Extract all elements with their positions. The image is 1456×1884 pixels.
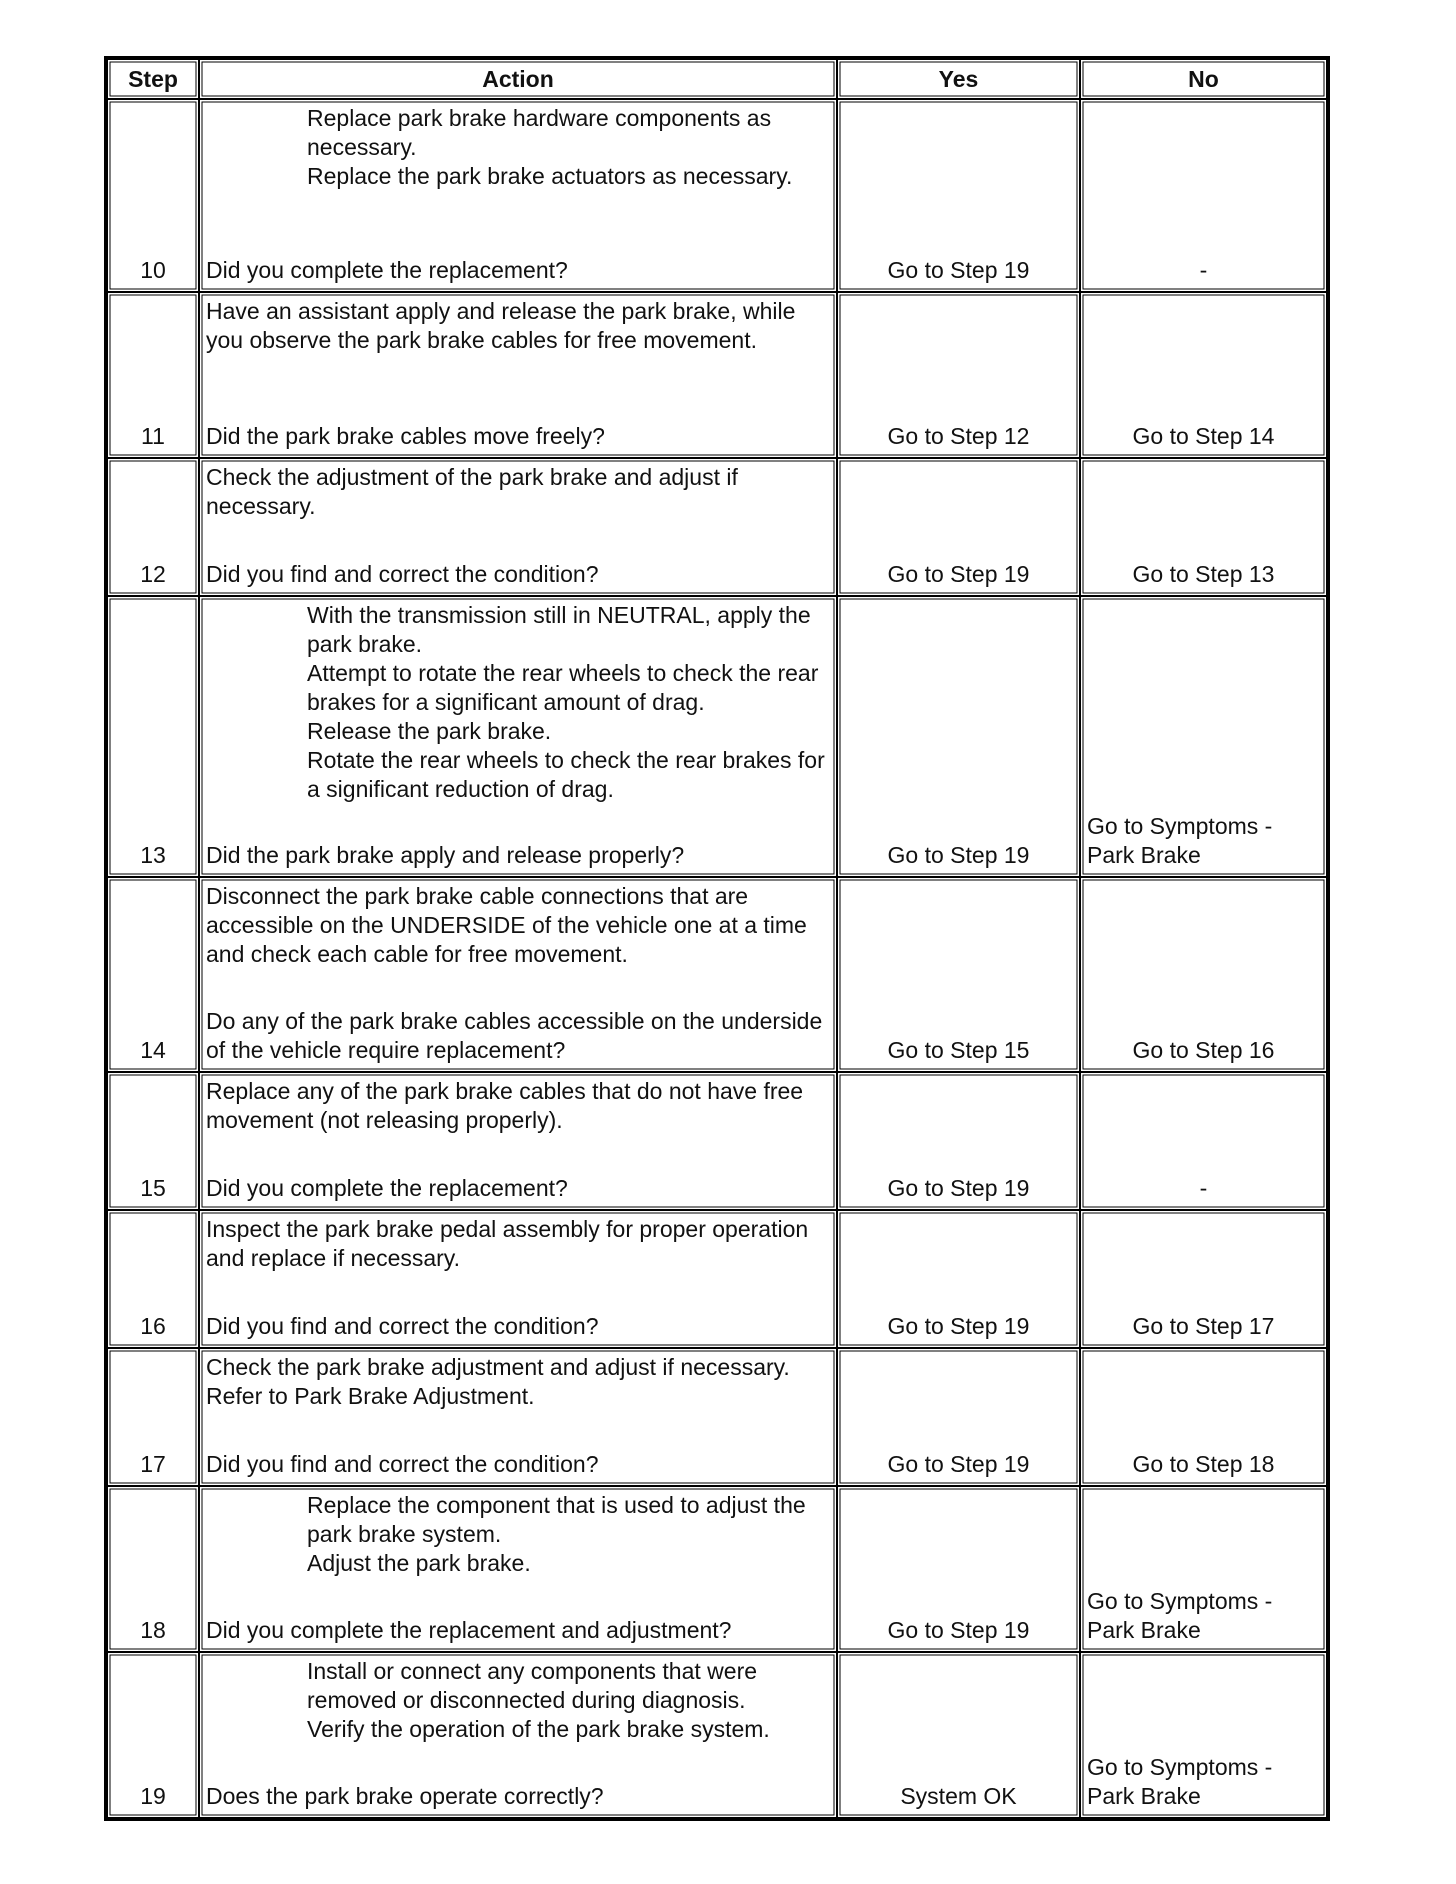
action-question: Did you find and correct the condition? — [206, 561, 599, 587]
step-number: 10 — [107, 99, 199, 292]
action-question: Did you find and correct the condition? — [206, 1451, 599, 1477]
yes-outcome: Go to Step 15 — [837, 877, 1080, 1072]
action-question: Did you find and correct the condition? — [206, 1313, 599, 1339]
action-instruction: Have an assistant apply and release the park brake, while you observe the park brake cables for free movement. — [206, 298, 796, 353]
step-number: 18 — [107, 1486, 199, 1652]
action-question: Did you complete the replacement? — [206, 1175, 568, 1201]
no-outcome: - — [1080, 1072, 1327, 1210]
table-row — [107, 596, 1327, 877]
no-outcome: Go to Step 13 — [1080, 458, 1327, 596]
action-substep: Install or connect any components that were removed or disconnected during diagnosis. — [307, 1658, 758, 1713]
action-cell — [199, 292, 837, 458]
action-cell — [199, 1486, 837, 1652]
action-cell — [199, 596, 837, 877]
no-outcome: Go to Step 16 — [1080, 877, 1327, 1072]
action-cell — [199, 1210, 837, 1348]
action-cell — [199, 1072, 837, 1210]
action-question: Did the park brake cables move freely? — [206, 423, 605, 449]
yes-outcome: Go to Step 19 — [837, 1486, 1080, 1652]
action-substep: Verify the operation of the park brake system. — [307, 1716, 770, 1742]
step-number: 17 — [107, 1348, 199, 1486]
action-cell — [199, 877, 837, 1072]
yes-outcome: Go to Step 19 — [837, 596, 1080, 877]
header-action: Action — [199, 59, 837, 99]
header-yes: Yes — [837, 59, 1080, 99]
yes-outcome: System OK — [837, 1652, 1080, 1818]
action-cell — [199, 1652, 837, 1818]
yes-outcome: Go to Step 19 — [837, 458, 1080, 596]
action-question: Did you complete the replacement and adjustment? — [206, 1617, 732, 1643]
table-row — [107, 1348, 1327, 1486]
no-outcome: - — [1080, 99, 1327, 292]
header-no: No — [1080, 59, 1327, 99]
action-substep: Rotate the rear wheels to check the rear brakes for a significant reduction of drag. — [307, 747, 825, 802]
table-row — [107, 1210, 1327, 1348]
action-cell — [199, 1348, 837, 1486]
table-header-row — [107, 59, 1327, 99]
step-number: 11 — [107, 292, 199, 458]
action-substep: Replace park brake hardware components as necessary. — [307, 105, 772, 160]
table-row — [107, 458, 1327, 596]
step-number: 13 — [107, 596, 199, 877]
step-number: 14 — [107, 877, 199, 1072]
action-substep: Replace the component that is used to adjust the park brake system. — [307, 1492, 806, 1547]
action-substep: Release the park brake. — [307, 718, 552, 744]
table-row — [107, 1072, 1327, 1210]
action-instruction: Check the park brake adjustment and adjust if necessary. Refer to Park Brake Adjustment. — [206, 1354, 790, 1409]
step-number: 15 — [107, 1072, 199, 1210]
action-question: Did you complete the replacement? — [206, 257, 568, 283]
table-row — [107, 877, 1327, 1072]
header-step: Step — [107, 59, 199, 99]
table-row — [107, 1486, 1327, 1652]
table-row — [107, 99, 1327, 292]
action-instruction: Disconnect the park brake cable connections that are accessible on the UNDERSIDE of the vehicle one at a time and check each cable for free movement. — [206, 883, 807, 967]
action-cell — [199, 99, 837, 292]
diagnostic-table — [104, 56, 1330, 1821]
action-instruction: Replace any of the park brake cables that do not have free movement (not releasing properly). — [206, 1078, 804, 1133]
action-instruction: Inspect the park brake pedal assembly for proper operation and replace if necessary. — [206, 1216, 809, 1271]
table-row — [107, 1652, 1327, 1818]
action-question: Do any of the park brake cables accessible on the underside of the vehicle require replacement? — [206, 1008, 823, 1063]
action-substep: Attempt to rotate the rear wheels to check the rear brakes for a significant amount of drag. — [307, 660, 819, 715]
no-outcome: Go to Step 17 — [1080, 1210, 1327, 1348]
step-number: 16 — [107, 1210, 199, 1348]
no-outcome: Go to Symptoms - Park Brake — [1080, 596, 1327, 877]
yes-outcome: Go to Step 19 — [837, 1210, 1080, 1348]
action-cell — [199, 458, 837, 596]
step-number: 12 — [107, 458, 199, 596]
action-instruction: Check the adjustment of the park brake and adjust if necessary. — [206, 464, 738, 519]
action-substep: With the transmission still in NEUTRAL, apply the park brake. — [307, 602, 811, 657]
no-outcome: Go to Step 14 — [1080, 292, 1327, 458]
yes-outcome: Go to Step 19 — [837, 1072, 1080, 1210]
no-outcome: Go to Step 18 — [1080, 1348, 1327, 1486]
action-substep: Adjust the park brake. — [307, 1550, 531, 1576]
table-row — [107, 292, 1327, 458]
step-number: 19 — [107, 1652, 199, 1818]
yes-outcome: Go to Step 19 — [837, 1348, 1080, 1486]
no-outcome: Go to Symptoms - Park Brake — [1080, 1486, 1327, 1652]
action-substep: Replace the park brake actuators as necessary. — [307, 163, 793, 189]
action-question: Did the park brake apply and release properly? — [206, 842, 685, 868]
action-question: Does the park brake operate correctly? — [206, 1783, 604, 1809]
yes-outcome: Go to Step 12 — [837, 292, 1080, 458]
no-outcome: Go to Symptoms - Park Brake — [1080, 1652, 1327, 1818]
yes-outcome: Go to Step 19 — [837, 99, 1080, 292]
